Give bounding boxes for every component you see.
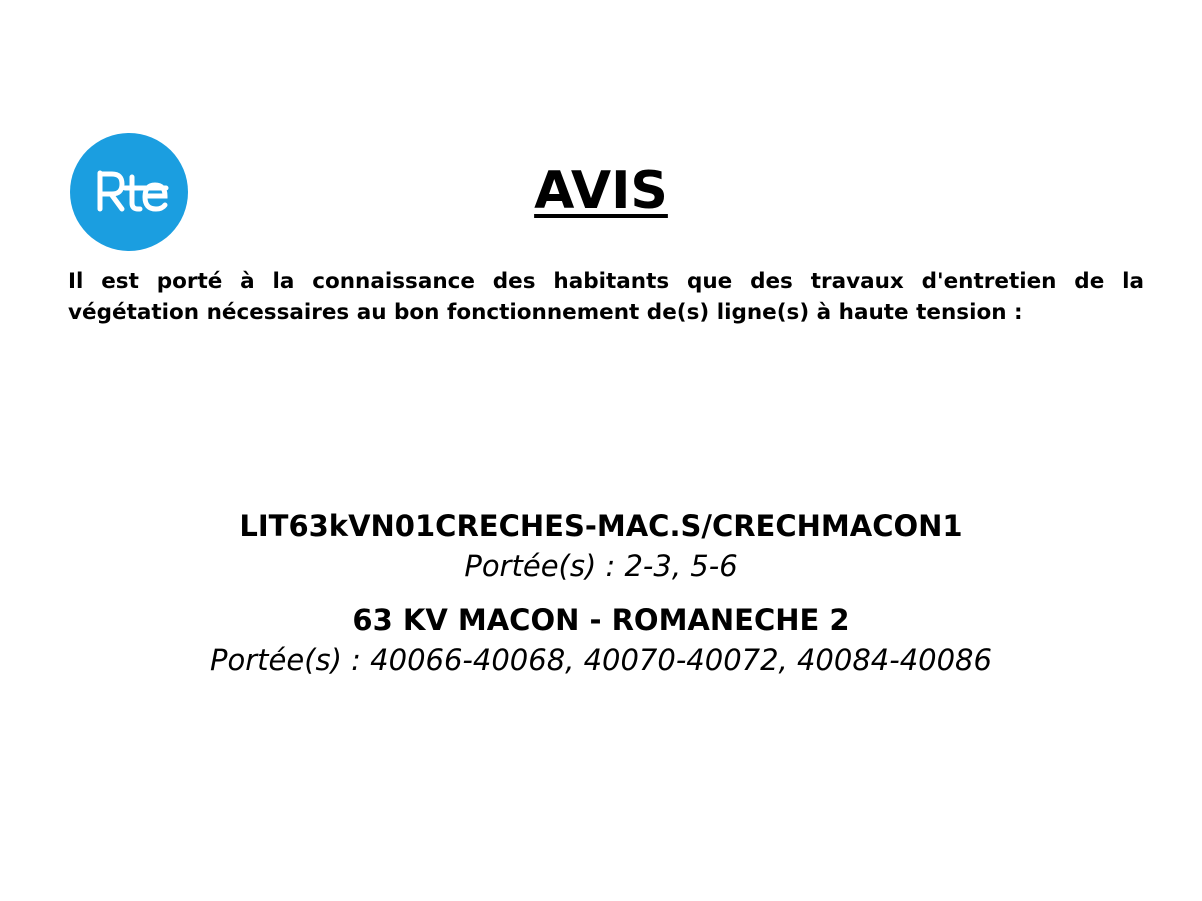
- power-line-entry: [0, 600, 1202, 680]
- power-line-name: 63 KV MACON - ROMANECHE 2: [352, 603, 850, 637]
- power-line-name: LIT63kVN01CRECHES-MAC.S/CRECHMACON1: [239, 509, 963, 543]
- notice-title: AVIS: [534, 161, 668, 221]
- power-line-spans: Portée(s) : 40066-40068, 40070-40072, 40084-40086: [210, 643, 992, 677]
- notice-intro: Il est porté à la connaissance des habitants que des travaux d'entretien de la végétation nécessaires au bon fonctionnement de(s) ligne(s) à haute tension :: [68, 269, 1144, 325]
- power-line-spans: Portée(s) : 2-3, 5-6: [464, 549, 738, 583]
- power-line-entry: [0, 506, 1202, 586]
